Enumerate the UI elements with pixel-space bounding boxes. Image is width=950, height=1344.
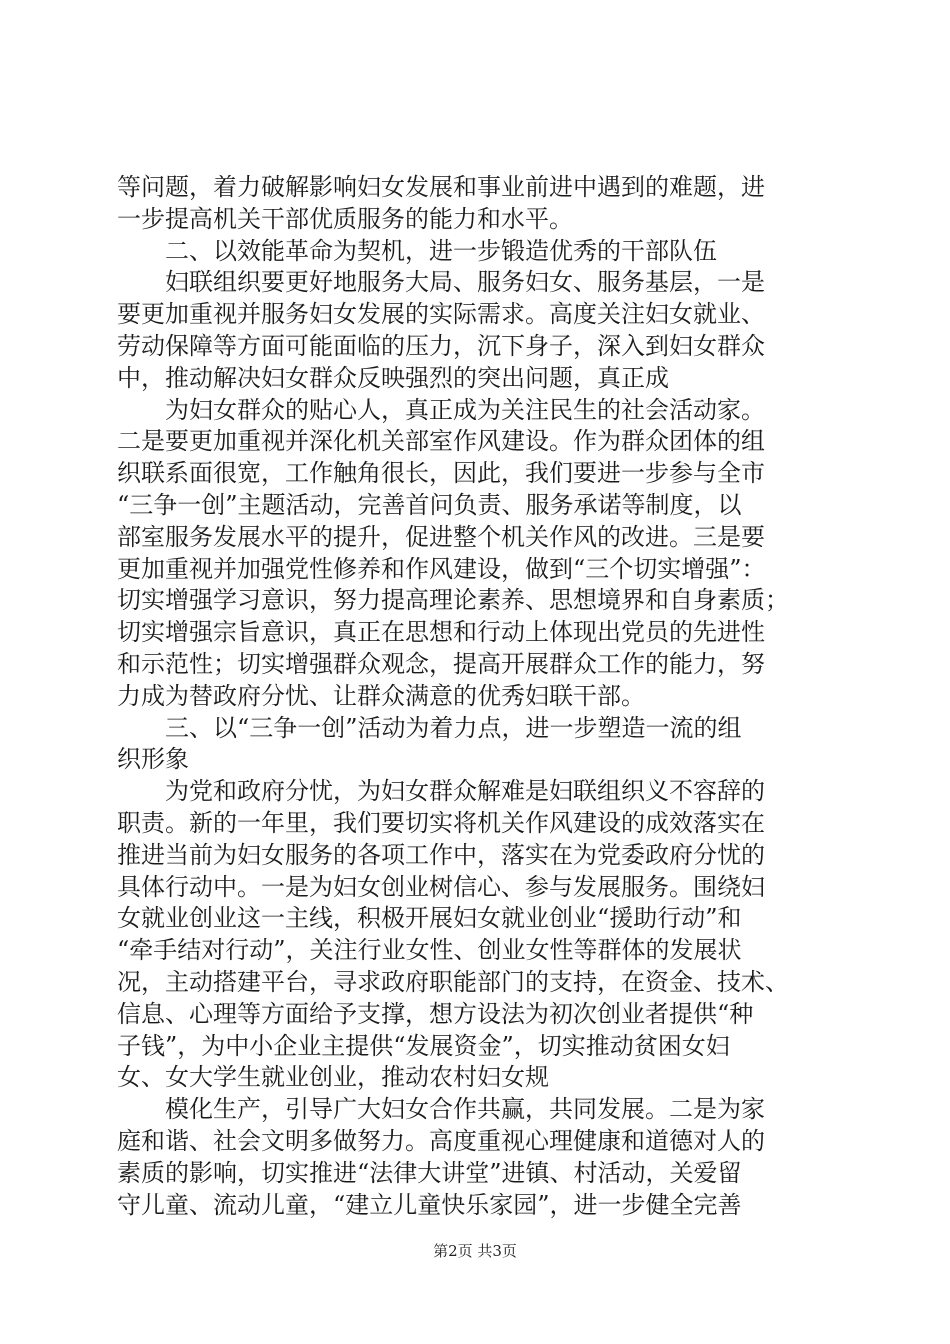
text-line: “牵手结对行动”，关注行业女性、创业女性等群体的发展状: [117, 936, 742, 965]
text-line: 模化生产，引导广大妇女合作共赢，共同发展。二是为家: [117, 1095, 765, 1124]
text-line: 推进当前为妇女服务的各项工作中，落实在为党委政府分忧的: [117, 840, 765, 869]
text-line: “三争一创”主题活动，完善首问负责、服务承诺等制度，以: [117, 490, 742, 519]
text-line: 切实增强宗旨意识，真正在思想和行动上体现出党员的先进性: [117, 618, 765, 647]
text-line: 劳动保障等方面可能面临的压力，沉下身子，深入到妇女群众: [117, 331, 765, 360]
text-line: 中，推动解决妇女群众反映强烈的突出问题，真正成: [117, 363, 669, 392]
text-line: 切实增强学习意识，努力提高理论素养、思想境界和自身素质；: [117, 586, 789, 615]
text-line: 职责。新的一年里，我们要切实将机关作风建设的成效落实在: [117, 808, 765, 837]
text-line: 庭和谐、社会文明多做努力。高度重视心理健康和道德对人的: [117, 1126, 765, 1155]
text-line: 女就业创业这一主线，积极开展妇女就业创业“援助行动”和: [117, 904, 742, 933]
text-line: 要更加重视并服务妇女发展的实际需求。高度关注妇女就业、: [117, 300, 765, 329]
text-line: 三、以“三争一创”活动为着力点，进一步塑造一流的组: [117, 713, 742, 742]
text-line: 二是要更加重视并深化机关部室作风建设。作为群众团体的组: [117, 427, 765, 456]
text-line: 信息、心理等方面给予支撑，想方设法为初次创业者提供“种: [117, 999, 754, 1028]
text-line: 力成为替政府分忧、让群众满意的优秀妇联干部。: [117, 681, 645, 710]
text-line: 女、女大学生就业创业，推动农村妇女规: [117, 1063, 549, 1092]
text-line: 子钱”，为中小企业主提供“发展资金”，切实推动贫困女妇: [117, 1031, 730, 1060]
text-line: 具体行动中。一是为妇女创业树信心、参与发展服务。围绕妇: [117, 872, 765, 901]
text-line: 二、以效能革命为契机，进一步锻造优秀的干部队伍: [117, 236, 717, 265]
body-text: [117, 172, 837, 1221]
text-line: 为妇女群众的贴心人，真正成为关注民生的社会活动家。: [117, 395, 765, 424]
text-line: 守儿童、流动儿童，“建立儿童快乐家园”，进一步健全完善: [117, 1190, 742, 1219]
text-line: 况，主动搭建平台，寻求政府职能部门的支持，在资金、技术、: [117, 967, 789, 996]
text-line: 等问题，着力破解影响妇女发展和事业前进中遇到的难题，进: [117, 173, 765, 201]
text-line: 部室服务发展水平的提升，促进整个机关作风的改进。三是要: [117, 522, 765, 551]
text-line: 妇联组织要更好地服务大局、服务妇女、服务基层，一是: [117, 268, 765, 297]
text-line: 和示范性；切实增强群众观念，提高开展群众工作的能力，努: [117, 649, 765, 678]
text-line: 为党和政府分忧，为妇女群众解难是妇联组织义不容辞的: [117, 777, 765, 806]
text-line: 更加重视并加强党性修养和作风建设，做到“三个切实增强”：: [117, 554, 766, 583]
text-line: 素质的影响，切实推进“法律大讲堂”进镇、村活动，关爱留: [117, 1158, 742, 1187]
page-footer: 第2页 共3页: [433, 1242, 517, 1260]
text-line: 织联系面很宽，工作触角很长，因此，我们要进一步参与全市: [117, 459, 765, 488]
text-line: 一步提高机关干部优质服务的能力和水平。: [117, 204, 573, 233]
text-line: 织形象: [117, 745, 189, 774]
